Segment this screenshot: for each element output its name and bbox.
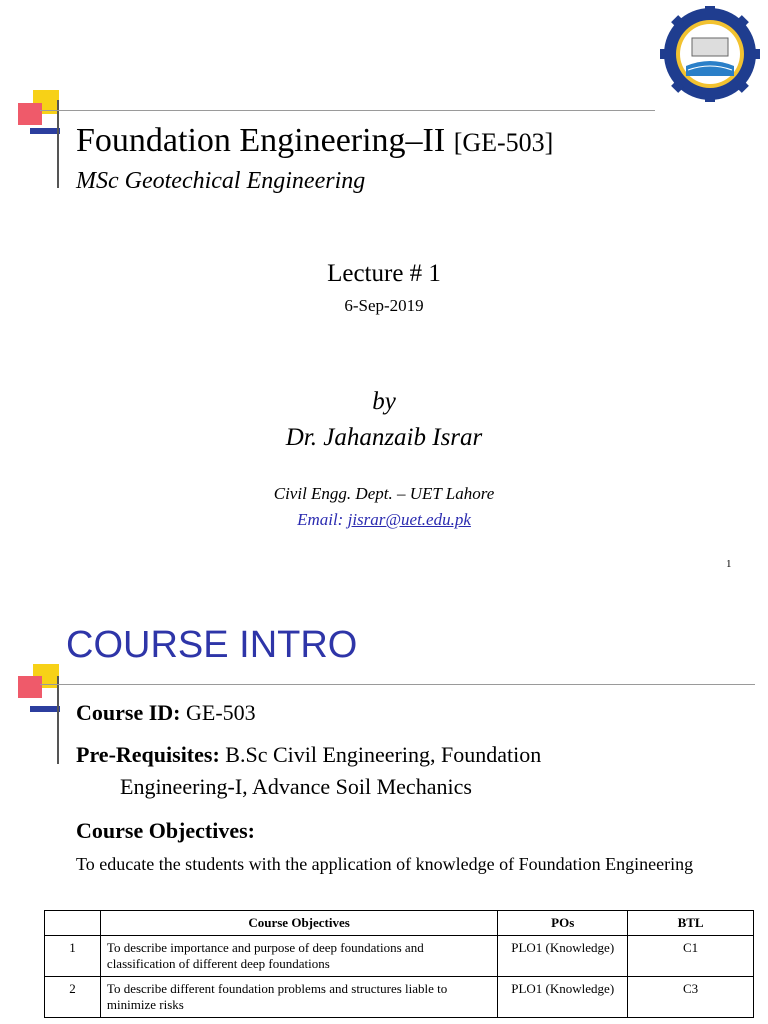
prereq-line2: Engineering-I, Advance Soil Mechanics	[120, 774, 472, 799]
table-row	[45, 936, 754, 977]
gear-seal-icon	[658, 6, 762, 102]
row-btl: C1	[628, 936, 754, 977]
row-po: PLO1 (Knowledge)	[498, 936, 628, 977]
objectives-table	[44, 910, 754, 1018]
header-btl: BTL	[628, 911, 754, 936]
prerequisites	[76, 742, 541, 768]
department: Civil Engg. Dept. – UET Lahore	[273, 484, 495, 503]
decor-red-square	[18, 103, 42, 125]
title-course-code: [GE-503]	[453, 128, 554, 157]
course-id	[76, 700, 256, 726]
decor-vertical-line	[57, 100, 59, 188]
row-num: 1	[45, 936, 101, 977]
row-btl: C3	[628, 977, 754, 1018]
decor-red-square	[18, 676, 42, 698]
slide-title	[76, 122, 553, 160]
decor-blue-bar	[30, 128, 60, 134]
lecture-number: Lecture # 1	[327, 260, 441, 287]
row-objective: To describe different foundation problems and structures liable to minimize risks	[100, 977, 497, 1018]
lecture-date: 6-Sep-2019	[344, 296, 424, 315]
email-link[interactable]: jisrar@uet.edu.pk	[347, 510, 471, 529]
objectives-label: Course Objectives:	[76, 818, 256, 843]
title-main: Foundation Engineering–II	[76, 122, 446, 159]
objectives-text: To educate the students with the application of knowledge of Foundation Engineering	[76, 854, 694, 874]
prereq-line1: B.Sc Civil Engineering, Foundation	[225, 742, 542, 767]
decor-horizontal-line	[40, 684, 755, 685]
decor-horizontal-line	[40, 110, 655, 111]
course-id-value: GE-503	[186, 700, 256, 725]
table-row	[45, 977, 754, 1018]
header-pos: POs	[498, 911, 628, 936]
section-heading: COURSE INTRO	[66, 624, 358, 666]
slide-subtitle: MSc Geotechical Engineering	[76, 168, 366, 194]
email-line	[0, 510, 768, 530]
course-id-label: Course ID:	[76, 700, 181, 725]
decor-vertical-line	[57, 676, 59, 764]
decor-blue-bar	[30, 706, 60, 712]
university-logo	[658, 6, 762, 102]
page-number: 1	[726, 558, 732, 570]
row-objective: To describe importance and purpose of deep foundations and classification of different deep foundations	[100, 936, 497, 977]
header-num	[45, 911, 101, 936]
row-num: 2	[45, 977, 101, 1018]
author-name: Dr. Jahanzaib Israr	[285, 424, 483, 451]
email-label: Email:	[297, 510, 344, 529]
header-objectives: Course Objectives	[100, 911, 497, 936]
table-header-row	[45, 911, 754, 936]
row-po: PLO1 (Knowledge)	[498, 977, 628, 1018]
course-intro-slide	[0, 600, 768, 1024]
prereq-label: Pre-Requisites:	[76, 742, 220, 767]
by-label: by	[372, 388, 396, 415]
